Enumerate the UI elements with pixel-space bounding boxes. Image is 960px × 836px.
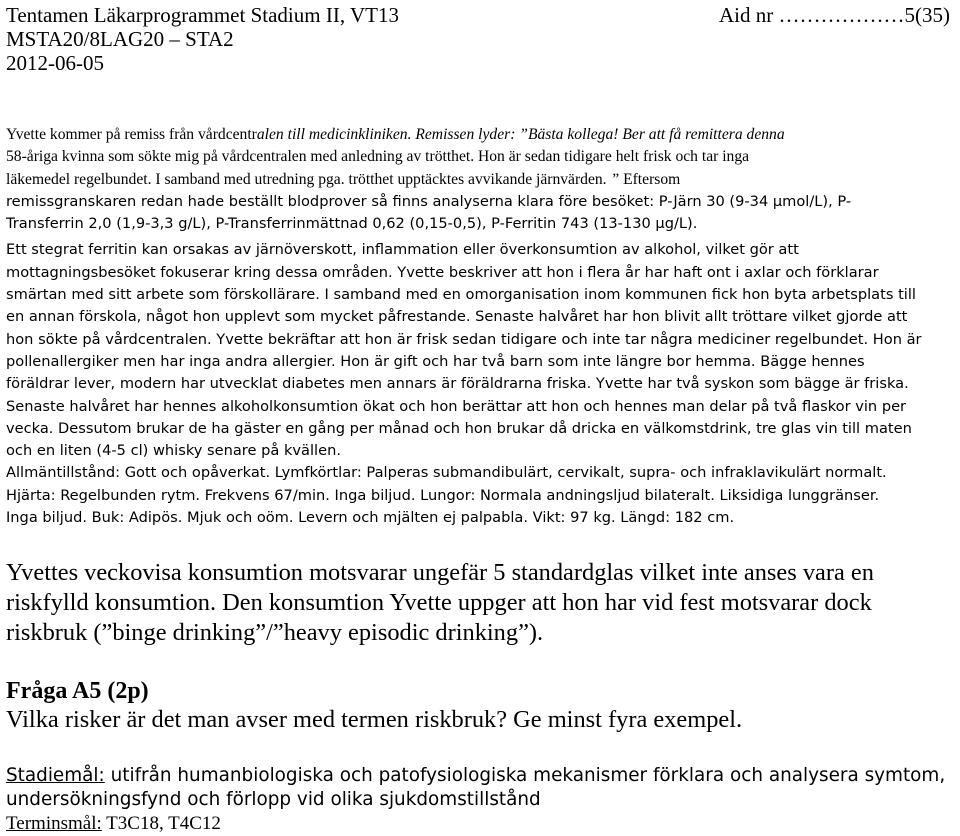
status-line: Inga biljud. Buk: Adipös. Mjuk och oöm. Levern och mjälten ej palpabla. Vikt: 97 kg. Längd: 182 cm. [6, 509, 735, 527]
stage-goal-text: utifrån humanbiologiska och patofysiologiska mekanismer förklara och analysera symtom, [104, 765, 946, 786]
stage-goal-text: undersökningsfynd och förlopp vid olika sjukdomstillstånd [6, 789, 541, 810]
case-description [6, 124, 952, 529]
consumption-statement [6, 558, 956, 648]
statement-line: riskfylld konsumtion. Den konsumtion Yvette uppger att hon har vid fest motsvarar dock [6, 589, 872, 616]
referral-line: läkemedel regelbundet. I samband med utredning pga. trötthet upptäcktes avvikande järnvärden. [6, 170, 607, 188]
lab-results-line: remissgranskaren redan hade beställt blodprover så finns analyserna klara före besöket: P-Järn 30 (9-34 µmol/L), P- [6, 192, 852, 210]
history-line: vecka. Dessutom brukar de ha gäster en gång per månad och hon brukar då dricka en välkomstdrink, tre glas vin till maten [6, 419, 912, 437]
referral-intro: Yvette kommer på remiss från vårdcentr [6, 126, 257, 143]
quote-mark: ” [610, 170, 620, 188]
referral-eftersom: Eftersom [623, 170, 681, 188]
history-line: mottagningsbesöket fokuserar kring dessa områden. Yvette beskriver att hon i flera år har haft ont i axlar och förklarar [6, 263, 879, 281]
course-code: MSTA20/8LAG20 – STA2 [6, 27, 234, 51]
referral-line: 58-åriga kvinna som sökte mig på vårdcentralen med anledning av trötthet. Hon är sedan tidigare helt frisk och tar inga [6, 148, 750, 166]
question-text: Vilka risker är det man avser med termen riskbruk? Ge minst fyra exempel. [6, 706, 743, 733]
history-line: hon sökte på vårdcentralen. Yvette bekräftar att hon är frisk sedan tidigare och inte tar några mediciner regelbundet. Hon är [6, 330, 922, 348]
statement-line: Yvettes veckovisa konsumtion motsvarar ungefär 5 standardglas vilket inte anses vara en [6, 559, 874, 586]
question-title: Fråga A5 (2p) [6, 678, 149, 704]
statement-line: riskbruk (”binge drinking”/”heavy episodic drinking”). [6, 619, 544, 646]
history-line: en annan förskola, något hon upplevt som mycket påfrestande. Senaste halvåret har hon blivit allt tröttare vilket gjorde att [6, 308, 908, 326]
exam-title: Tentamen Läkarprogrammet Stadium II, VT13 [6, 3, 399, 27]
learning-goals [6, 764, 956, 836]
history-line: smärtan med sitt arbete som förskollärare. I samband med en omorganisation inom kommunen fick hon byta arbetsplats till [6, 286, 916, 304]
history-line: pollenallergiker men har inga andra allergier. Hon är gift och har två barn som inte längre bor hemma. Bägge hennes [6, 352, 865, 370]
exam-header [6, 3, 399, 75]
referral-quote-start: alen till medicinkliniken. Remissen lyder: ”Bästa kollega! Ber att få remittera denna [256, 126, 785, 143]
term-goal-label: Terminsmål: [6, 813, 102, 834]
history-line: och en liten (4-5 cl) whisky senare på kvällen. [6, 442, 341, 460]
stage-goal-label: Stadiemål: [6, 765, 105, 786]
stage-goal [6, 764, 956, 812]
history-line: Senaste halvåret har hennes alkoholkonsumtion ökat och hon berättar att hon och hennes man delar på två flaskor vin per [6, 397, 907, 415]
term-goal [6, 812, 956, 836]
lab-results-line: Transferrin 2,0 (1,9-3,3 g/L), P-Transferrinmättnad 0,62 (0,15-0,5), P-Ferritin 743 (13-130 µg/L). [6, 215, 698, 233]
status-line: Hjärta: Regelbunden rytm. Frekvens 67/min. Inga biljud. Lungor: Normala andningsljud bilateralt. Liksidiga lunggränser. [6, 486, 880, 504]
aid-number: Aid nr ………………5(35) [719, 3, 950, 27]
term-goal-text: T3C18, T4C12 [101, 813, 221, 834]
case-paragraph-referral [6, 124, 952, 235]
status-line: Allmäntillstånd: Gott och opåverkat. Lymfkörtlar: Palperas submandibulärt, cervikalt, supra- och infraklavikulärt normalt. [6, 464, 887, 482]
history-line: Ett stegrat ferritin kan orsakas av järnöverskott, inflammation eller överkonsumtion av alkohol, vilket gör att [6, 241, 799, 259]
history-line: föräldrar lever, modern har utvecklat diabetes men annars är föräldrarna friska. Yvette har två syskon som bägge är friska. [6, 375, 909, 393]
case-paragraph-history [6, 239, 952, 529]
exam-date: 2012-06-05 [6, 51, 104, 75]
